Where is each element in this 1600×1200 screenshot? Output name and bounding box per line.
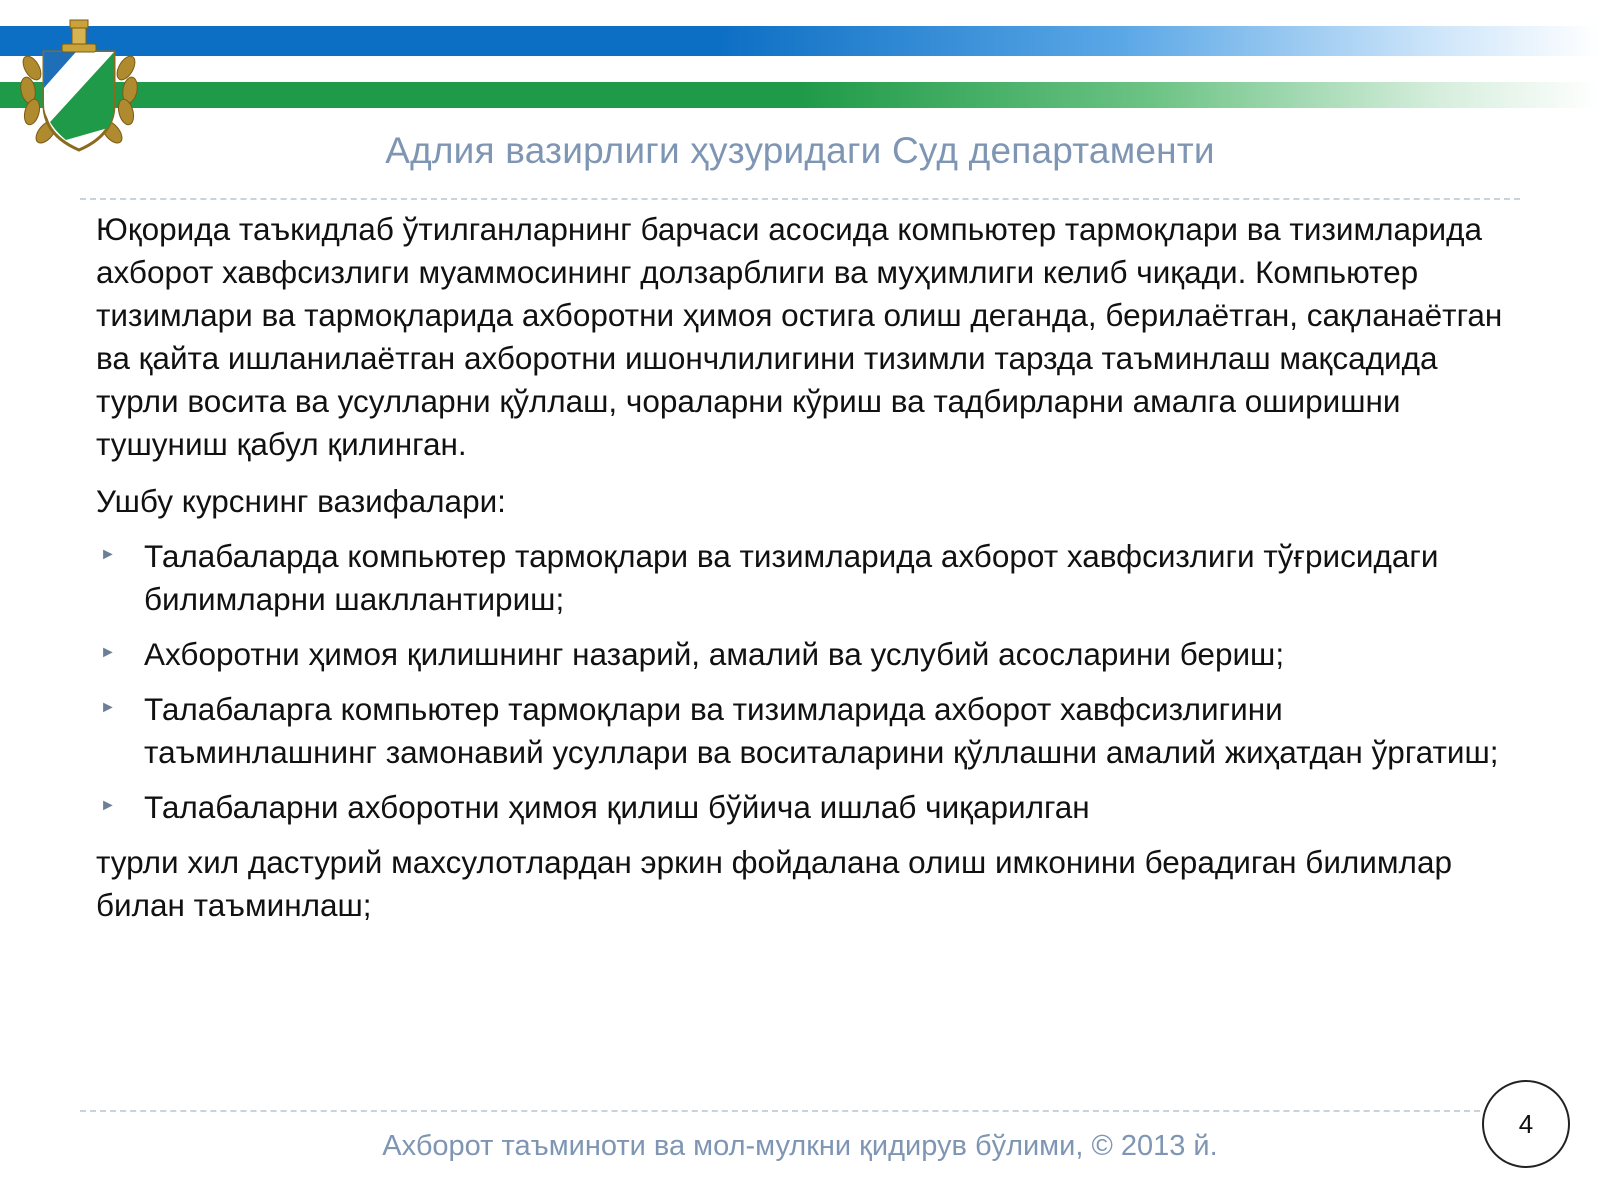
slide-title: Адлия вазирлиги ҳузуридаги Суд департаменти [385,130,1215,171]
triangle-bullet-icon: ► [100,797,116,814]
tasks-heading: Ушбу курснинг вазифалари: [96,483,506,519]
list-item [96,688,1506,774]
list-item-text: Ахборотни ҳимоя қилишнинг назарий, амалий ва услубий асосларини бериш; [144,636,1285,672]
header-blue-band [0,26,1600,56]
list-item [96,633,1506,676]
footer-divider [80,1110,1480,1112]
list-item-text: Талабаларни ахборотни ҳимоя қилиш бўйича ишлаб чиқарилган [144,789,1090,825]
slide-body [96,208,1506,939]
footer-text: Ахборот таъминоти ва мол-мулкни қидирув бўлими, © 2013 й. [382,1130,1218,1162]
list-item [96,786,1506,829]
triangle-bullet-icon: ► [100,644,116,661]
triangle-bullet-icon: ► [100,546,116,563]
title-divider [80,198,1520,200]
continuation-paragraph: турли хил дастурий махсулотлардан эркин фойдалана олиш имконини берадиган билимлар билан таъминлаш; [96,844,1452,923]
list-item [96,535,1506,621]
header-green-band [0,82,1600,108]
intro-paragraph: Юқорида таъкидлаб ўтилганларнинг барчаси асосида компьютер тармоқлари ва тизимларида ахборот хавфсизлиги муаммосининг долзарблиги ва муҳимлиги келиб чиқади. Компьютер тизимлари ва тармоқларида ахборотни ҳимоя остига олиш деганда, берилаётган, сақланаётган ва қайта ишланилаётган ахборотни ишончлилигини тизимли тарзда таъминлаш мақсадида турли восита ва усулларни қўллаш, чораларни кўриш ва тадбирларни амалга оширишни тушуниш қабул қилинган. [96,211,1503,462]
page-number: 4 [1482,1080,1570,1168]
list-item-text: Талабаларда компьютер тармоқлари ва тизимларида ахборот хавфсизлиги тўғрисидаги билимларни шакллантириш; [144,538,1439,617]
triangle-bullet-icon: ► [100,699,116,716]
tasks-list [96,535,1506,829]
list-item-text: Талабаларга компьютер тармоқлари ва тизимларида ахборот хавфсизлигини таъминлашнинг замонавий усуллари ва воситаларини қўллашни амалий жиҳатдан ўргатиш; [144,691,1499,770]
